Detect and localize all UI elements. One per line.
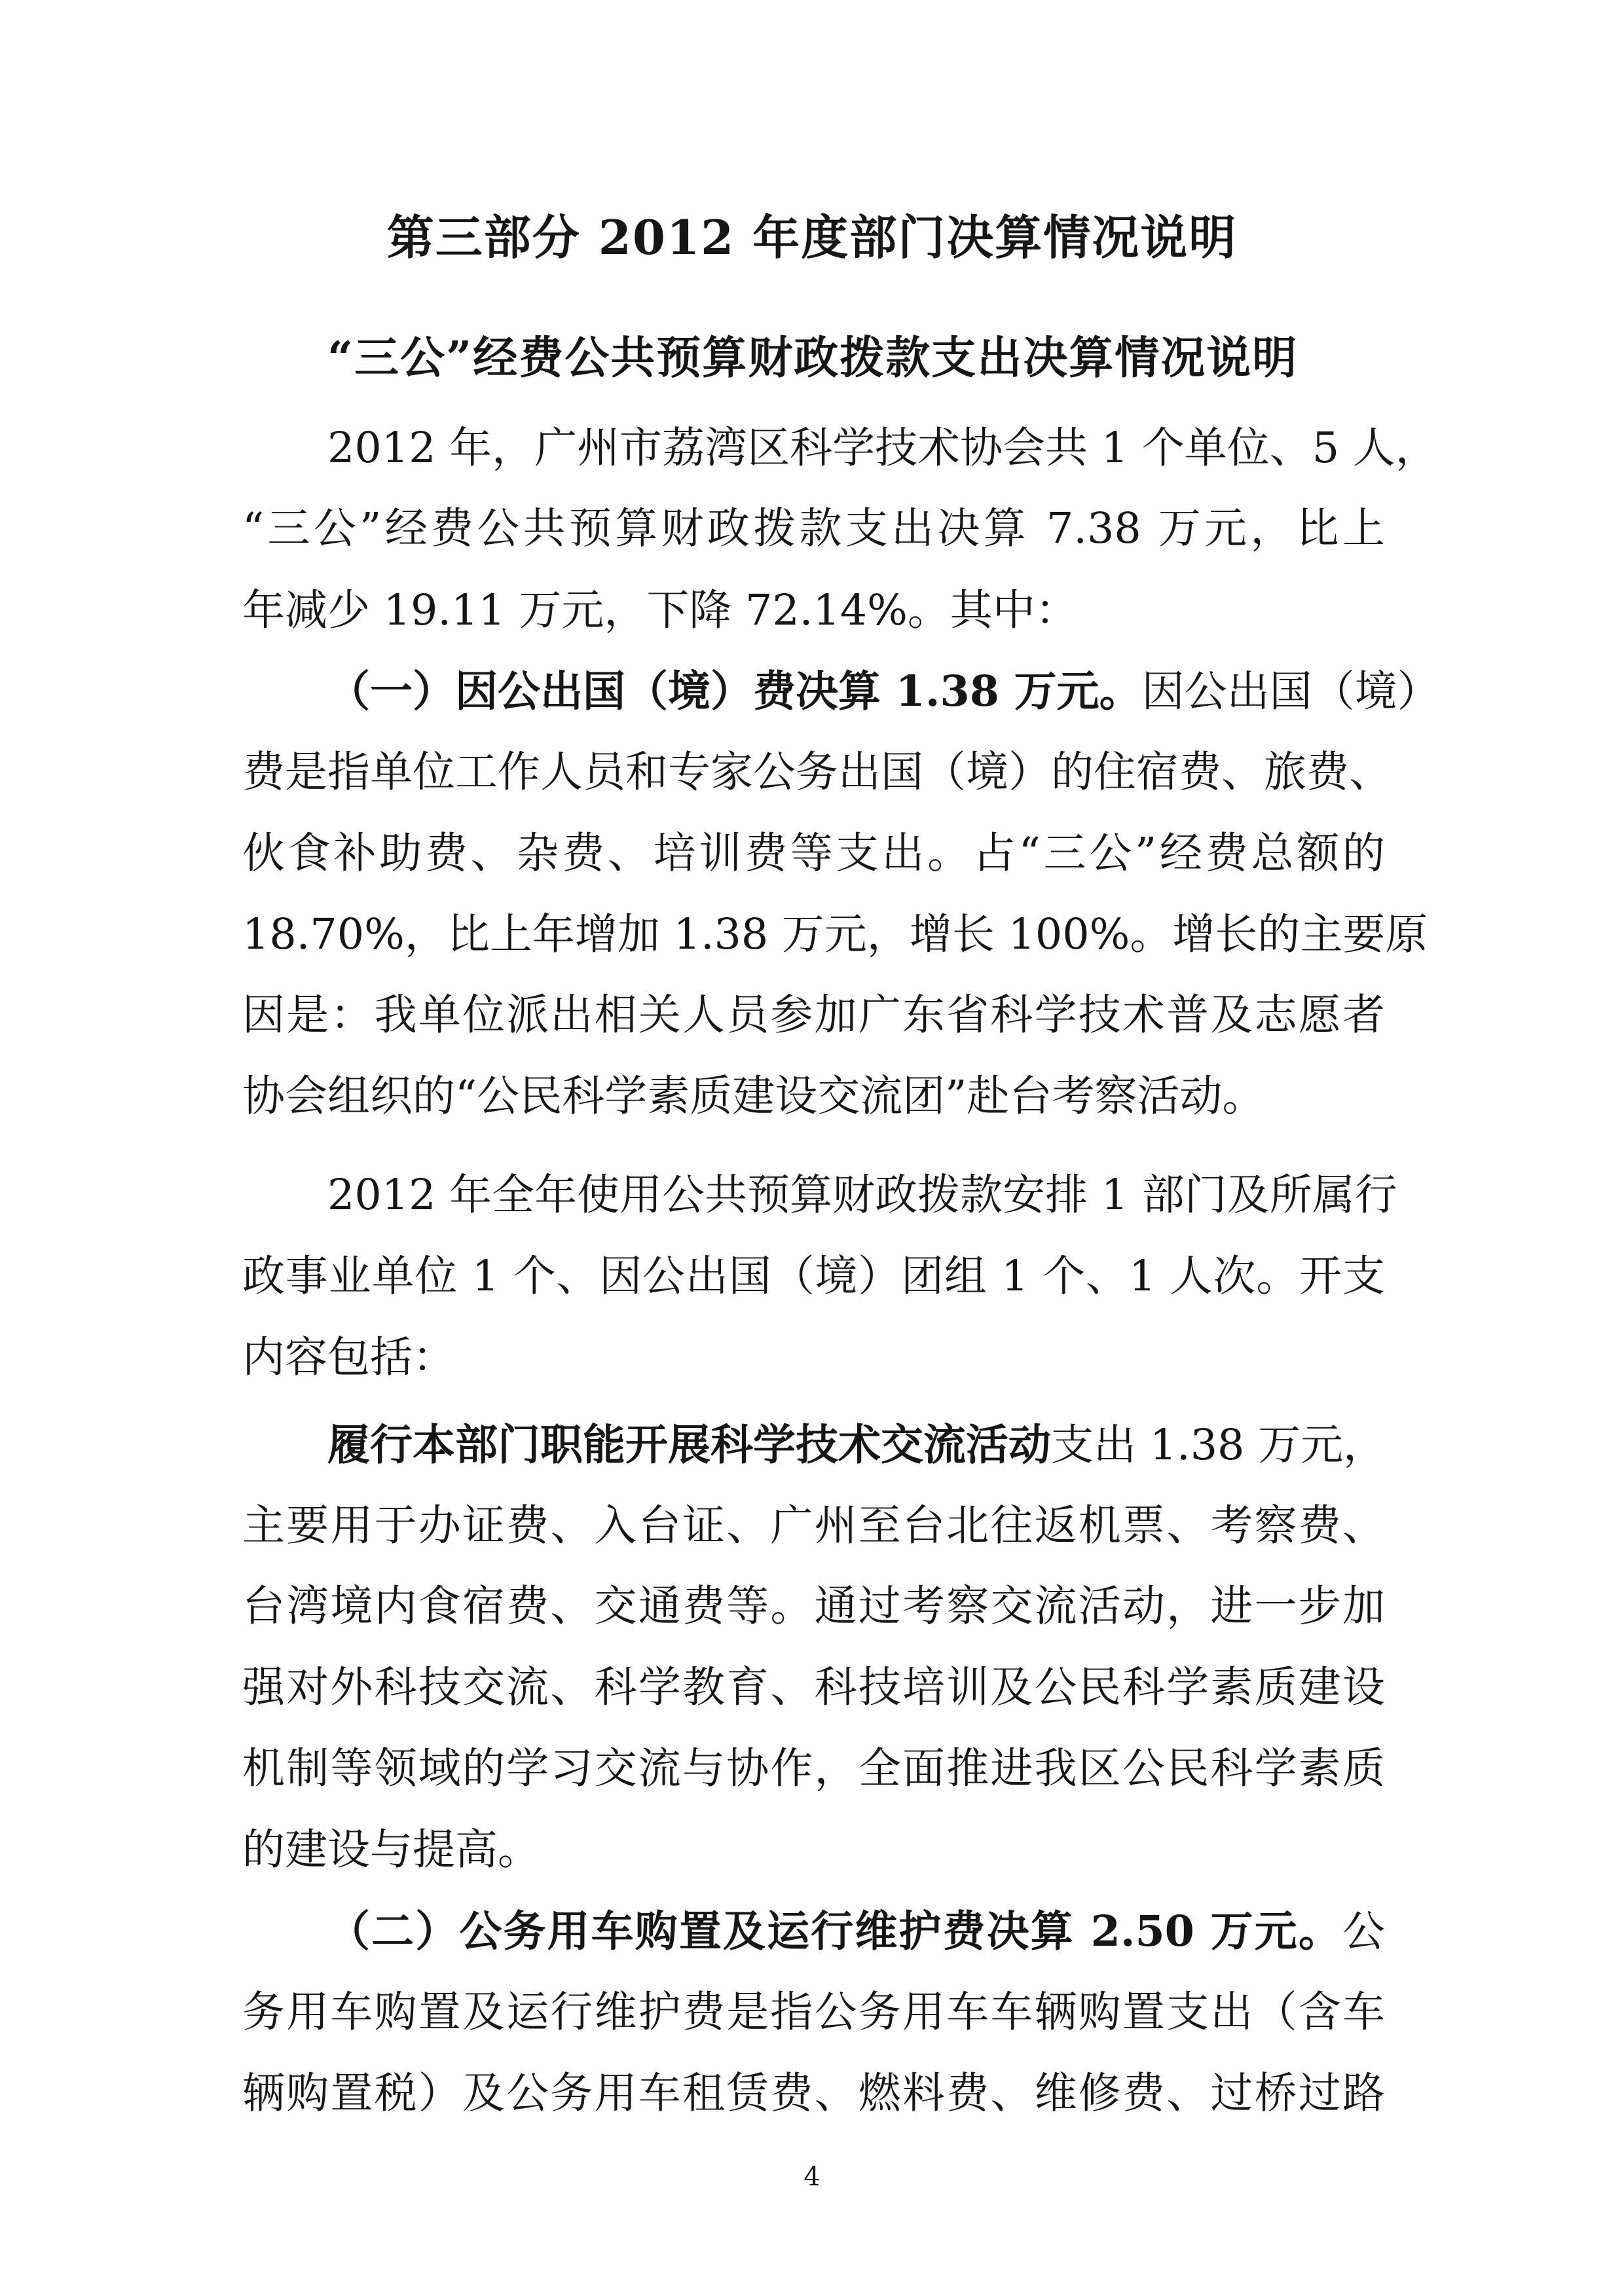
paragraph-3-line-1	[327, 1419, 1385, 1471]
paragraph-3-line-3: 台湾境内食宿费、交通费等。通过考察交流活动，进一步加	[242, 1582, 1385, 1631]
section-1-line-4: 18.70%，比上年增加 1.38 万元，增长 100%。增长的主要原	[242, 910, 1428, 959]
paragraph-2-line-1: 2012 年全年使用公共预算财政拨款安排 1 部门及所属行	[327, 1171, 1397, 1220]
section-1-line-1-rest: 因公出国（境）	[1141, 667, 1440, 716]
page-title: 第三部分 2012 年度部门决算情况说明	[386, 210, 1238, 265]
paragraph-2-line-2: 政事业单位 1 个、因公出国（境）团组 1 个、1 人次。开支	[242, 1252, 1385, 1301]
section-2-heading: （二）公务用车购置及运行维护费决算 2.50 万元。	[327, 1906, 1342, 1956]
section-1-line-2: 费是指单位工作人员和专家公务出国（境）的住宿费、旅费、	[242, 748, 1392, 797]
section-1-heading: （一）因公出国（境）费决算 1.38 万元。	[327, 666, 1142, 716]
section-2-line-2: 务用车购置及运行维护费是指公务用车车辆购置支出（含车	[242, 1988, 1385, 2037]
paragraph-3-bold-lead: 履行本部门职能开展科学技术交流活动	[327, 1420, 1052, 1470]
section-1-line-3: 伙食补助费、杂费、培训费等支出。占“三公”经费总额的	[242, 829, 1385, 878]
paragraph-2-line-3: 内容包括：	[242, 1333, 456, 1382]
page-number: 4	[803, 2162, 821, 2192]
section-2-line-1-rest: 公	[1342, 1907, 1385, 1956]
section-2-line-1	[327, 1905, 1385, 1958]
section-2-line-3: 辆购置税）及公务用车租赁费、燃料费、维修费、过桥过路	[242, 2069, 1385, 2118]
section-subtitle: “三公”经费公共预算财政拨款支出决算情况说明	[327, 332, 1299, 384]
paragraph-3-line-1-rest: 支出 1.38 万元，	[1051, 1421, 1386, 1470]
paragraph-1-line-3: 年减少 19.11 万元，下降 72.14%。其中：	[242, 586, 1078, 635]
paragraph-3-line-4: 强对外科技交流、科学教育、科技培训及公民科学素质建设	[242, 1663, 1385, 1712]
section-1-line-1	[327, 665, 1440, 718]
paragraph-1-line-2: “三公”经费公共预算财政拨款支出决算 7.38 万元，比上	[242, 504, 1385, 553]
paragraph-1-line-1: 2012 年，广州市荔湾区科学技术协会共 1 个单位、5 人，	[327, 424, 1438, 473]
paragraph-3-line-6: 的建设与提高。	[242, 1825, 541, 1874]
paragraph-3-line-5: 机制等领域的学习交流与协作，全面推进我区公民科学素质	[242, 1744, 1385, 1793]
section-1-line-6: 协会组织的“公民科学素质建设交流团”赴台考察活动。	[242, 1072, 1265, 1121]
section-1-line-5: 因是：我单位派出相关人员参加广东省科学技术普及志愿者	[242, 991, 1385, 1040]
paragraph-3-line-2: 主要用于办证费、入台证、广州至台北往返机票、考察费、	[242, 1501, 1385, 1550]
